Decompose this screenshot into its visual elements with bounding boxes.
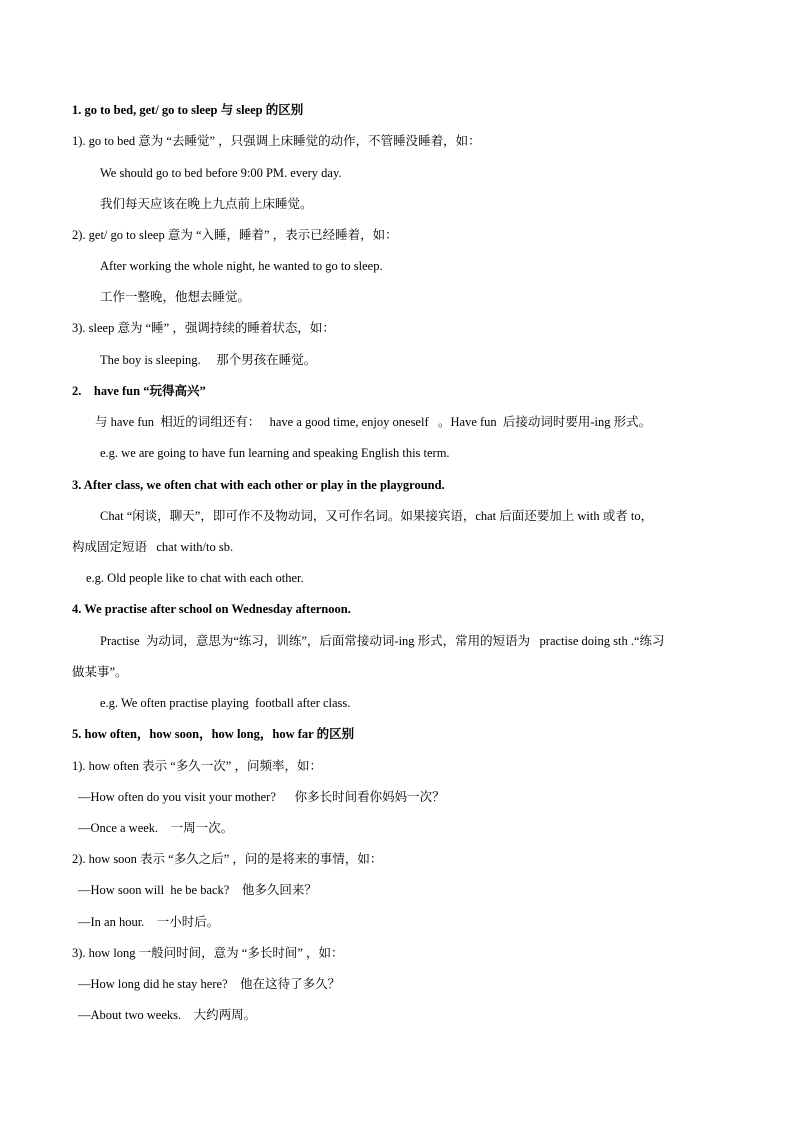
section-4-paragraph: Practise 为动词，意思为“练习，训练”，后面常接动词-ing 形式，常用的短语为 practise doing sth .“练习 — [100, 634, 665, 648]
section-1-point-1: 1). go to bed 意为 “去睡觉” ，只强调上床睡觉的动作，不管睡没睡着，如： — [72, 134, 481, 148]
example-question: —How long did he stay here? 他在这待了多久？ — [78, 977, 341, 991]
section-3-paragraph-cont: 构成固定短语 chat with/to sb. — [72, 540, 234, 554]
section-2-paragraph: 与 have fun 相近的词组还有： have a good time, enjoy oneself 。Have fun 后接动词时要用-ing 形式。 — [95, 415, 652, 429]
section-4-heading: 4. We practise after school on Wednesday afternoon. — [72, 602, 351, 616]
example-question: —How soon will he be back? 他多久回来？ — [78, 883, 317, 897]
section-3-heading: 3. After class, we often chat with each other or play in the playground. — [72, 478, 445, 492]
example-sentence: e.g. Old people like to chat with each other. — [86, 571, 304, 585]
section-1-heading: 1. go to bed, get/ go to sleep 与 sleep 的区别 — [72, 103, 304, 117]
example-sentence: e.g. We often practise playing football after class. — [100, 696, 351, 710]
section-1-point-3: 3). sleep 意为 “睡” ，强调持续的睡着状态，如： — [72, 321, 335, 335]
section-4-paragraph-cont: 做某事”。 — [72, 665, 128, 679]
section-5-point-1: 1). how often 表示 “多久一次” ，问频率，如： — [72, 759, 322, 773]
example-sentence: e.g. we are going to have fun learning and speaking English this term. — [100, 446, 450, 460]
section-2-heading: 2. have fun “玩得高兴” — [72, 384, 206, 398]
example-answer: —About two weeks. 大约两周。 — [78, 1008, 257, 1022]
example-answer: —In an hour. 一小时后。 — [78, 915, 220, 929]
example-sentence: We should go to bed before 9:00 PM. every day. — [100, 166, 342, 180]
example-question: —How often do you visit your mother? 你多长时间看你妈妈一次？ — [78, 790, 445, 804]
example-sentence: The boy is sleeping. 那个男孩在睡觉。 — [100, 353, 317, 367]
section-5-heading: 5. how often，how soon，how long，how far 的区别 — [72, 727, 355, 741]
section-5-point-3: 3). how long 一般问时间，意为 “多长时间” ，如： — [72, 946, 344, 960]
example-translation: 我们每天应该在晚上九点前上床睡觉。 — [100, 197, 313, 211]
section-3-paragraph: Chat “闲谈，聊天”，即可作不及物动词，又可作名词。如果接宾语，chat 后面还要加上 with 或者 to， — [100, 509, 654, 523]
example-answer: —Once a week. 一周一次。 — [78, 821, 234, 835]
section-1-point-2: 2). get/ go to sleep 意为 “入睡，睡着” ，表示已经睡着，如： — [72, 228, 398, 242]
section-5-point-2: 2). how soon 表示 “多久之后” ，问的是将来的事情，如： — [72, 852, 383, 866]
example-sentence: After working the whole night, he wanted to go to sleep. — [100, 259, 383, 273]
example-translation: 工作一整晚，他想去睡觉。 — [100, 290, 251, 304]
